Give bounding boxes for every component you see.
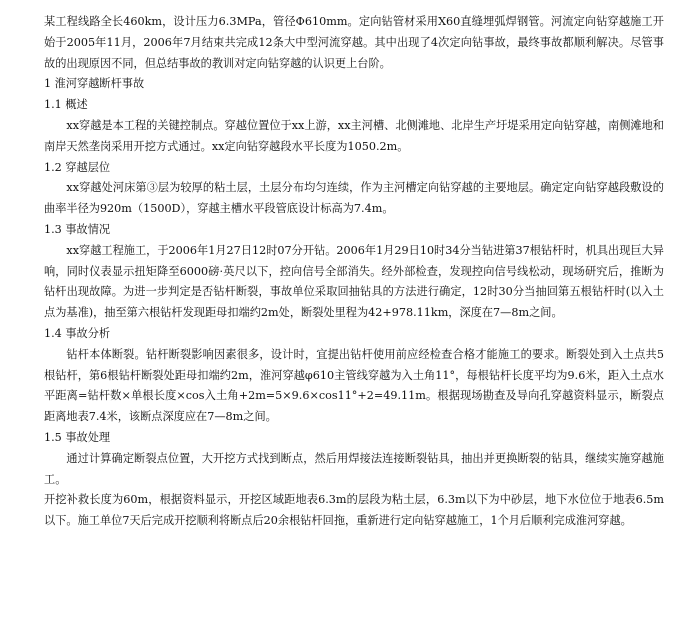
section-1-2-paragraph: xx穿越处河床第③层为较厚的粘土层，土层分布均匀连续，作为主河槽定向钻穿越的主要地层。确定定向钻穿越段敷设的曲率半径为920m（1500D），穿越主槽水平段管底设计标高为7.4m。 (44, 181, 664, 216)
section-1-4-paragraph: 钻杆本体断裂。钻杆断裂影响因素很多，设计时，宜提出钻杆使用前应经检查合格才能施工的要求。断裂处到入土点共5根钻杆，第6根钻杆断裂处距母扣端约2m，淮河穿越φ610主管线穿越为入土角11°，每根钻杆长度平均为9.6米，距入土点水平距离=钻杆数×单根长度×cos入土角+2m=5×9.6×cos11°+2=49.11m。根据现场勘查及导向孔穿越资料显示，断裂点距离地表7.4米，该断点深度应在7—8m之间。 (44, 347, 664, 424)
section-1-3-paragraph: xx穿越工程施工，于2006年1月27日12时07分开钻。2006年1月29日10时34分当钻进第37根钻杆时，机具出现巨大异响，同时仪表显示扭矩降至6000磅·英尺以下，控向信号全部消失。经外部检查，发现控向信号线松动，现场研究后，推断为钻杆出现故障。为进一步判定是否钻杆断裂，事故单位采取回抽钻具的方法进行确定，12时30分当抽回第五根钻杆时(以入土点为基准)，抽至第六根钻杆发现距母扣端约2m处，断裂处里程为42+978.11km，深度在7—8m之间。 (44, 243, 664, 320)
section-1-1-paragraph: xx穿越是本工程的关键控制点。穿越位置位于xx上游，xx主河槽、北侧滩地、北岸生产圩堤采用定向钻穿越，南侧滩地和南岸天然垄岗采用开挖方式通过。xx定向钻穿越段水平长度为1050.2m。 (44, 118, 664, 153)
section-1-5-heading: 1.5 事故处理 (44, 430, 111, 444)
section-1-5-paragraph-1: 通过计算确定断裂点位置，大开挖方式找到断点，然后用焊接法连接断裂钻具，抽出并更换断裂的钻具，继续实施穿越施工。 (44, 451, 664, 486)
section-1-3-heading: 1.3 事故情况 (44, 222, 111, 236)
section-1-5-paragraph-2: 开挖补救长度为60m，根据资料显示，开挖区域距地表6.3m的层段为粘土层，6.3m以下为中砂层，地下水位位于地表6.5m以下。施工单位7天后完成开挖顺利将断点后20余根钻杆回拖，重新进行定向钻穿越施工，1个月后顺利完成淮河穿越。 (44, 493, 664, 528)
section-1-4-heading: 1.4 事故分析 (44, 326, 111, 340)
section-1-heading: 1 淮河穿越断杆事故 (44, 77, 145, 91)
intro-paragraph: 某工程线路全长460km，设计压力6.3MPa，管径Φ610mm。定向钻管材采用X60直缝埋弧焊钢管。河流定向钻穿越施工开始于2005年11月，2006年7月结束共完成12条大中型河流穿越。其中出现了4次定向钻事故，最终事故都顺利解决。尽管事故的出现原因不同，但总结事故的教训对定向钻穿越的认识更上台阶。 (44, 15, 664, 70)
section-1-1-heading: 1.1 概述 (44, 98, 88, 112)
section-1-2-heading: 1.2 穿越层位 (44, 160, 111, 174)
document-body (44, 12, 664, 532)
